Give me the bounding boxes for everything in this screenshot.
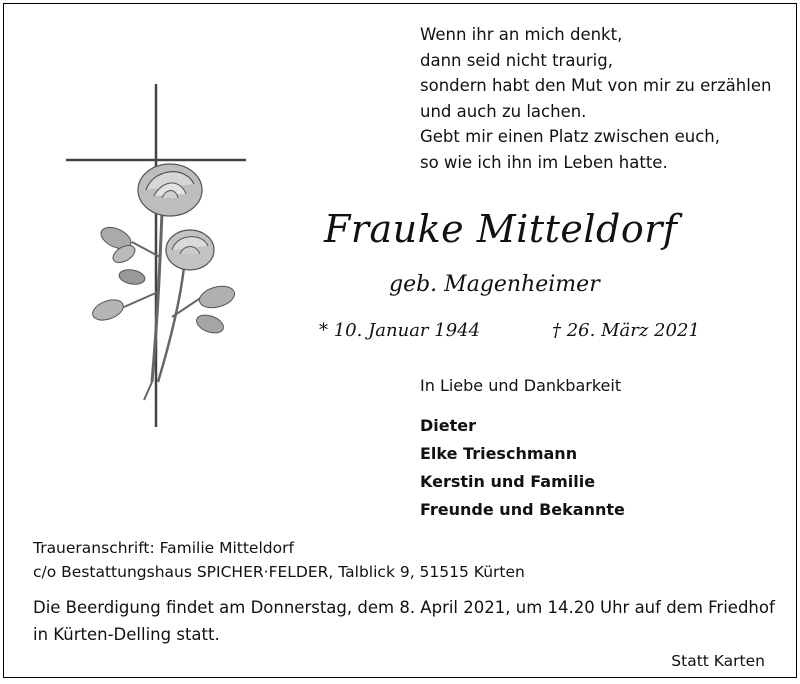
cross-rose-artwork: [62, 82, 252, 432]
funeral-info: [33, 594, 775, 648]
funeral-line: in Kürten-Delling statt.: [33, 625, 220, 644]
address-line: Traueranschrift: Familie Mitteldorf: [33, 539, 294, 557]
mourner-name: Freunde und Bekannte: [420, 500, 625, 519]
poem-line: sondern habt den Mut von mir zu erzählen: [420, 76, 772, 95]
poem: [420, 22, 771, 175]
mourner-name: Dieter: [420, 416, 477, 435]
gratitude-line: In Liebe und Dankbarkeit: [420, 376, 622, 395]
footer-note: Statt Karten: [671, 652, 765, 670]
mourners-list: [420, 412, 625, 524]
rose-icon: [90, 164, 237, 400]
death-date: † 26. März 2021: [552, 320, 700, 341]
maiden-name: geb. Magenheimer: [389, 272, 600, 297]
mourning-address: [33, 536, 525, 584]
obituary-notice: [3, 3, 797, 678]
birth-date: * 10. Januar 1944: [319, 320, 481, 341]
poem-line: Wenn ihr an mich denkt,: [420, 25, 623, 44]
deceased-name: Frauke Mitteldorf: [324, 207, 678, 251]
funeral-line: Die Beerdigung findet am Donnerstag, dem 8. April 2021, um 14.20 Uhr auf dem Friedhof: [33, 598, 775, 617]
mourner-name: Kerstin und Familie: [420, 472, 596, 491]
poem-line: und auch zu lachen.: [420, 101, 587, 121]
poem-line: Gebt mir einen Platz zwischen euch,: [420, 127, 720, 146]
mourner-name: Elke Trieschmann: [420, 444, 578, 463]
address-line: c/o Bestattungshaus SPICHER·FELDER, Talblick 9, 51515 Kürten: [33, 563, 525, 581]
poem-line: dann seid nicht traurig,: [420, 50, 613, 70]
poem-line: so wie ich ihn im Leben hatte.: [420, 152, 668, 172]
